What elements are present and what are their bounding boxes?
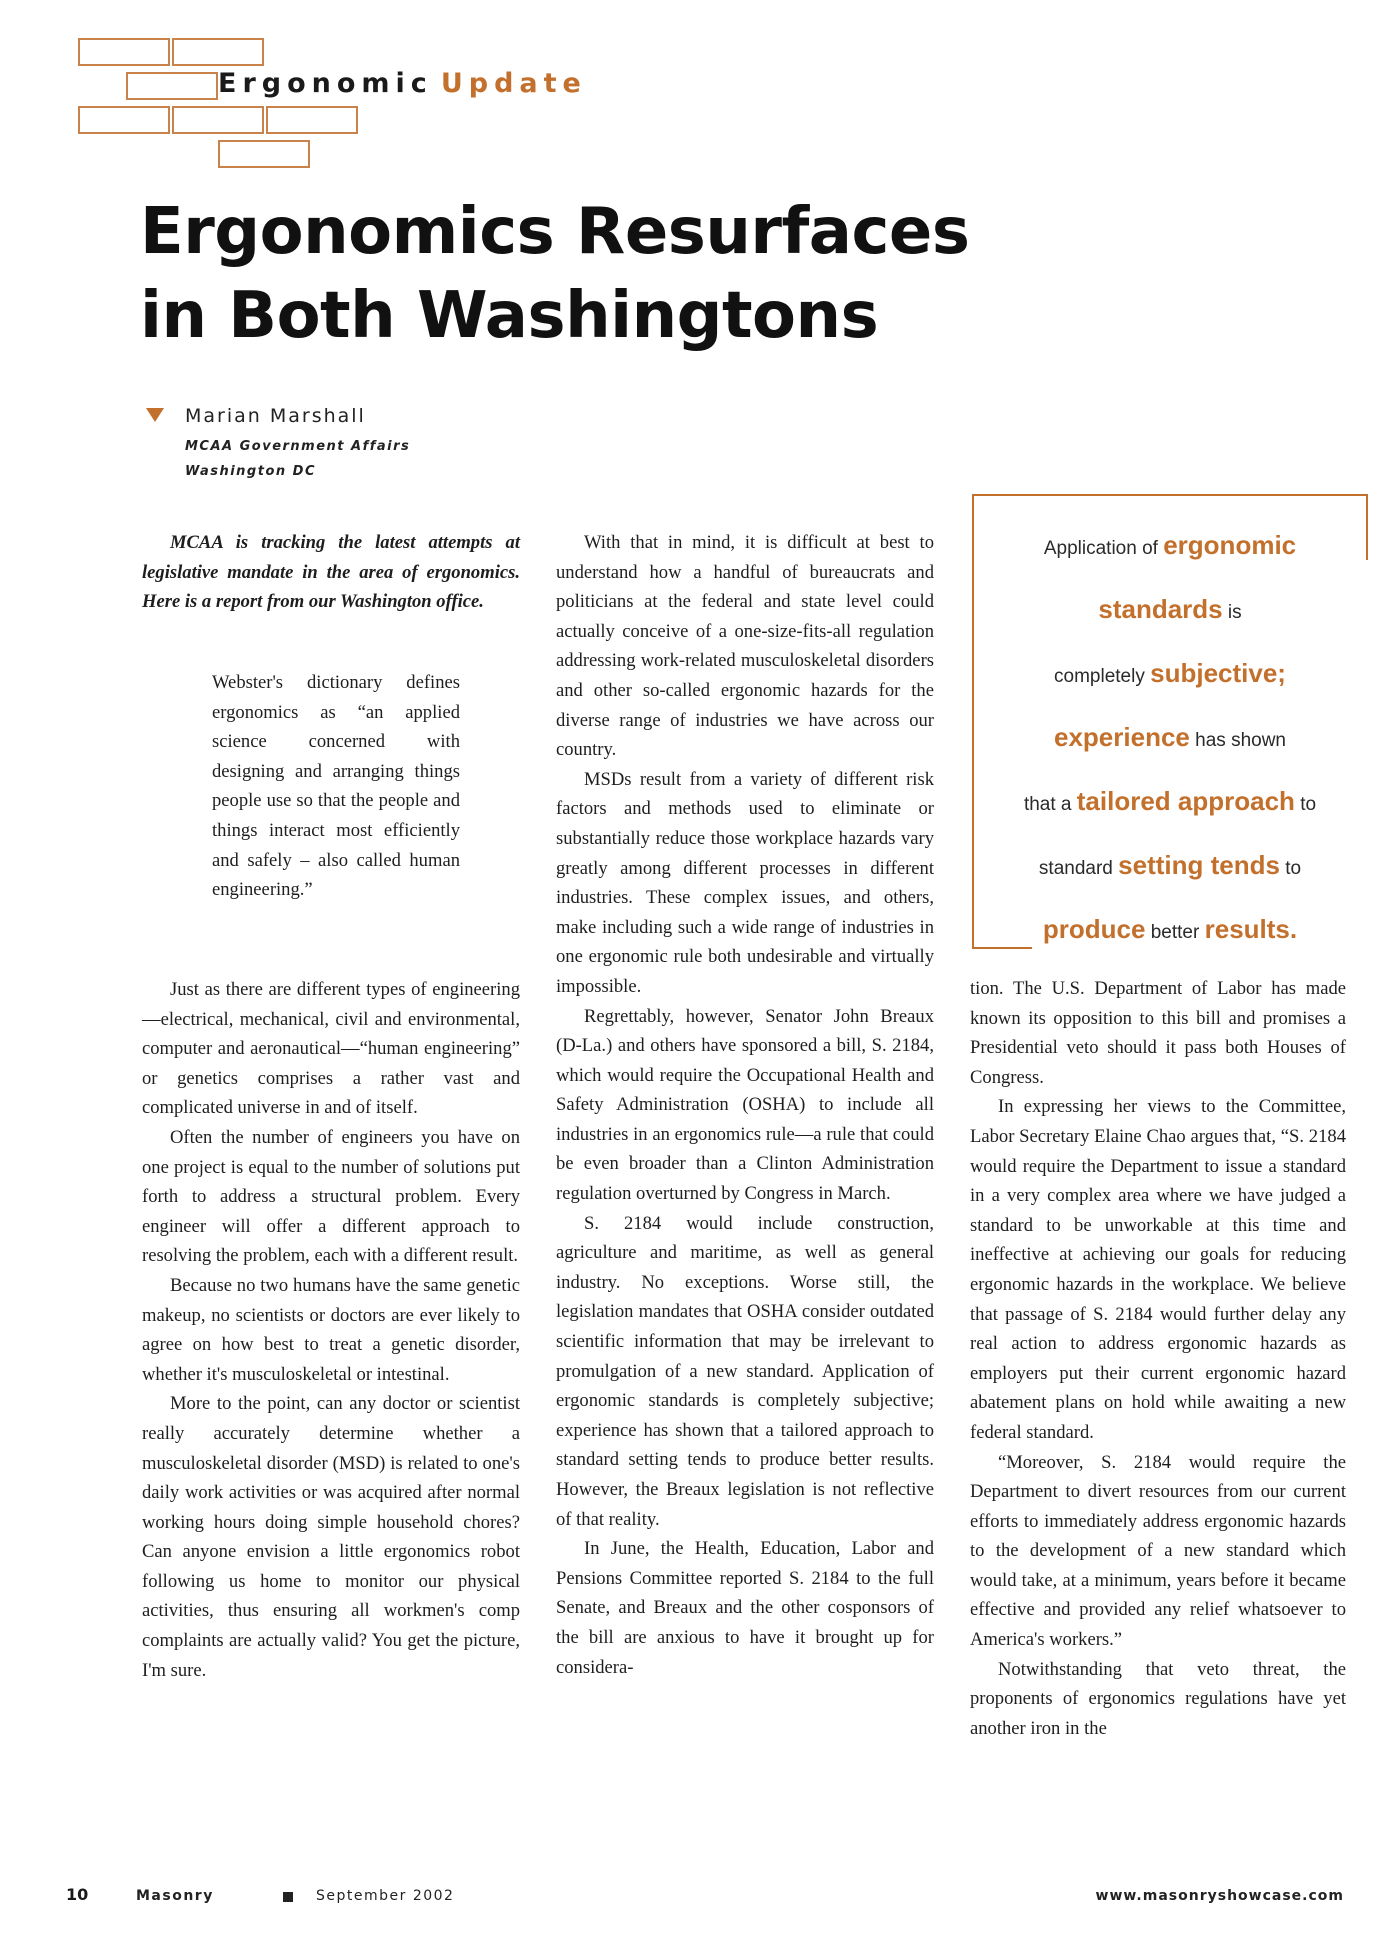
section-word-ergonomic: Ergonomic — [218, 68, 433, 99]
paragraph: With that in mind, it is difficult at best to understand how a handful of bureaucrats and politicians at the federal and state level could actually conceive of a one-size-fits-all regulation addressing work-related musculoskeletal disorders and other so-called ergonomic hazards for the diverse range of industries we have across our country. — [556, 532, 934, 761]
column-1-lead — [142, 528, 520, 617]
pq-highlight: standards — [1098, 594, 1223, 624]
section-word-update: Update — [440, 68, 587, 99]
paragraph: More to the point, can any doctor or scientist really accurately determine whether a musculoskeletal disorder (MSD) is related to one's daily work activities or was acquired after normal working hours doing simple household chores? Can anyone envision a little ergonomics robot following us home to monitor our physical activities, thus ensuring all workmen's comp complaints are actually valid? You get the picture, I'm sure. — [142, 1393, 520, 1681]
paragraph: Just as there are different types of engineering—electrical, mechanical, civil and environmental, computer and aeronautical—“human engineering” or genetics comprises a rather vast and complicated universe in and of itself. — [142, 979, 520, 1119]
pullquote-border-top — [972, 494, 1368, 496]
pq-highlight: produce — [1042, 914, 1146, 944]
pq-highlight: ergonomic — [1163, 530, 1297, 560]
title-line-2: in Both Washingtons — [140, 279, 879, 353]
byline-arrow-icon — [146, 408, 164, 422]
paragraph: Because no two humans have the same genetic makeup, no scientists or doctors are ever likely to agree on how best to treat a genetic disorder, whether it's musculoskeletal or intestinal. — [142, 1274, 520, 1385]
affiliation-line-2: Washington DC — [185, 464, 316, 479]
paragraph: In June, the Health, Education, Labor and Pensions Committee reported S. 2184 to the full Senate, and Breaux and the other cosponsors of the bill are anxious to have it brought up for considera- — [556, 1538, 934, 1678]
section-tag — [218, 68, 587, 99]
author-name: Marian Marshall — [185, 405, 366, 427]
article-title — [140, 190, 1120, 358]
pq-text: standard — [1038, 858, 1119, 879]
pq-highlight: subjective; — [1150, 658, 1286, 688]
magazine-name: Masonry — [136, 1888, 214, 1904]
affiliation-line-1: MCAA Government Affairs — [185, 439, 411, 454]
pq-text: that a — [1023, 794, 1077, 815]
paragraph: MSDs result from a variety of different risk factors and methods used to eliminate or substantially reduce those workplace hazards vary greatly among different processes in different industries. These complex issues, and others, make including such a wide range of industries in one ergonomic rule both undesirable and virtually impossible. — [556, 768, 934, 997]
issue-date: September 2002 — [316, 1888, 455, 1904]
paragraph: In expressing her views to the Committee, Labor Secretary Elaine Chao argues that, “S. 2184 would require the Department to issue a standard in a very complex area where we have judged a standard to be unworkable at this time and ineffective at achieving our goals for reducing ergonomic hazards in the workplace. We believe that passage of S. 2184 would further delay any real action to address ergonomic hazards as employers put their current ergonomic hazard abatement plans on hold while awaiting a new federal standard. — [970, 1096, 1346, 1443]
pq-text: to — [1294, 794, 1317, 815]
column-2 — [556, 528, 934, 1682]
pullquote-border-right — [1366, 494, 1368, 560]
pq-highlight: setting tends — [1118, 850, 1280, 880]
author-affiliation — [185, 434, 410, 484]
pq-text: Application of — [1043, 538, 1164, 559]
website-url: www.masonryshowcase.com — [1095, 1888, 1344, 1904]
column-3 — [970, 974, 1346, 1743]
pq-highlight: tailored approach — [1076, 786, 1295, 816]
pq-text: better — [1145, 922, 1205, 943]
pull-quote — [985, 515, 1355, 963]
pq-text: to — [1279, 858, 1302, 879]
paragraph: S. 2184 would include construction, agriculture and maritime, as well as general industry. No exceptions. Worse still, the legislation mandates that OSHA consider outdated scientific information that may be irrelevant to promulgation of a new standard. Application of ergonomic standards is completely subjective; experience has shown that a tailored approach to standard setting tends to produce better results. However, the Breaux legislation is not reflective of that reality. — [556, 1212, 934, 1530]
paragraph: Regrettably, however, Senator John Breaux (D-La.) and others have sponsored a bill, S. 2184, which would require the Occupational Health and Safety Administration (OSHA) to include all industries in an ergonomics rule—a rule that could be even broader than a Clinton Administration regulation overturned by Congress in March. — [556, 1005, 934, 1205]
page-number: 10 — [66, 1885, 89, 1904]
lead-paragraph: MCAA is tracking the latest attempts at legislative mandate in the area of ergonomics. Here is a report from our Washington office. — [142, 532, 520, 613]
paragraph: “Moreover, S. 2184 would require the Department to divert resources from our current efforts to immediately address ergonomic hazards to the development of a new standard which would take, at a minimum, years before it became effective and provided any relief whatsoever to America's workers.” — [970, 1451, 1346, 1651]
title-line-1: Ergonomics Resurfaces — [140, 195, 970, 269]
pq-text: has shown — [1189, 730, 1286, 751]
pq-text: is — [1222, 602, 1242, 623]
pq-highlight: results. — [1204, 914, 1298, 944]
pq-highlight: experience — [1054, 722, 1190, 752]
column-1 — [142, 975, 520, 1685]
paragraph: Often the number of engineers you have on one project is equal to the number of solutions put forth to address a structural problem. Every engineer will offer a different approach to resolving the problem, each with a different result. — [142, 1126, 520, 1267]
separator-square-icon — [283, 1892, 293, 1902]
paragraph: tion. The U.S. Department of Labor has made known its opposition to this bill and promises a Presidential veto should it pass both Houses of Congress. — [970, 978, 1346, 1088]
paragraph: Notwithstanding that veto threat, the proponents of ergonomics regulations have yet another iron in the — [970, 1658, 1346, 1739]
pq-text: completely — [1054, 666, 1151, 687]
definition-quote: Webster's dictionary defines ergonomics as “an applied science concerned with designing and arranging things people use so that the people and things interact most efficiently and safely – also called human engineering.” — [212, 672, 460, 901]
pullquote-border-left — [972, 494, 974, 949]
